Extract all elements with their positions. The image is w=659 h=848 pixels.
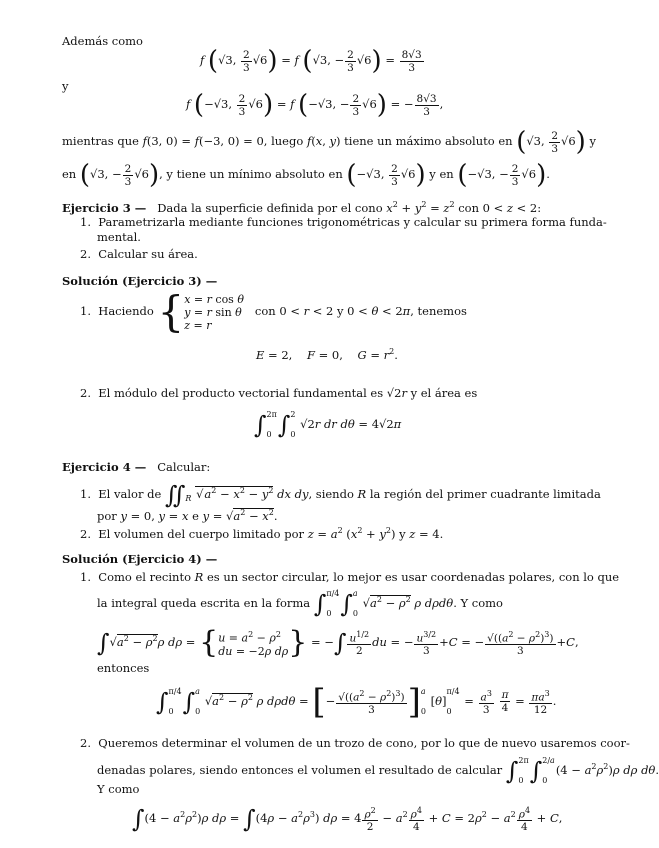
- entonces-text: entonces: [97, 661, 150, 675]
- intro-ademas: Además como: [62, 34, 143, 48]
- exercise-4-item-1b: por y = 0, y = x e $y = √a^2 - x^2$.: [97, 508, 278, 523]
- exercise-4-item-1a: 1. El valor de $∬_R$ $√a^2 - x^2 - y^2$ dx dy, siendo R la región del primer cuadrante limitada: [80, 480, 601, 509]
- exercise-3-title: Ejercicio 3 —: [62, 200, 147, 215]
- exercise-4-title: Ejercicio 4 —: [62, 460, 147, 474]
- equation-2: f (−√3, $\frac{2}{3}$ √6) = f (−√3, − $\frac{2}{3}$ √6) = − $\frac{8√3}{3}$ ,: [186, 90, 444, 120]
- exercise-4-heading: Ejercicio 4 — Calcular:: [62, 460, 211, 474]
- solution-4-item-2b: denadas polares, siendo entonces el volumen el resultado de calcular ∫2π 0 ∫2/a $0(4 - a^2\rho^2)\rho$ dρ dθ.: [97, 755, 659, 785]
- solution-3-item-1: 1. Haciendo {x = r cos θ y = r sin θ z = r con 0 < r < 2 y 0 < θ < 2π, tenemos: [80, 287, 467, 336]
- intro-paragraph-1: mientras que f(3, 0) = f(−3, 0) = 0, luego f(x, y) tiene un máximo absoluto en (√3, $\frac{2}{3}$ √6) y: [62, 127, 596, 157]
- exercise-4-item-2: 2. El volumen del cuerpo limitado por $z = a^2$ $(x^2 + y^2)$ y z = 4.: [80, 526, 444, 541]
- solution-4-item-2a: 2. Queremos determinar el volumen de un trozo de cono, por lo que de nuevo usaremos coor-: [80, 736, 630, 750]
- solution-4-title: Solución (Ejercicio 4) —: [62, 552, 218, 566]
- last-equation: $\int(4 - a^2\rho^2)\rho$ $d\rho = \int(4\rho - a^2\rho^3)$ dρ = 4 $\frac{\rho^2}{2}$ − $a^2$ $\frac{\rho^4}{4}$ + $C = 2\rho^2 - a^2$ $\frac{\rho^4}{4}$ + C,: [132, 804, 563, 834]
- first-fundamental-form: E = 2, F = 0, $G = r^2$.: [256, 347, 398, 362]
- exercise-3-item-1b: mental.: [97, 230, 141, 244]
- solution-3-item-2: 2. El módulo del producto vectorial fundamental es √2r y el área es: [80, 386, 478, 400]
- intro-y: y: [62, 79, 69, 93]
- y-como-text: Y como: [97, 782, 140, 796]
- area-integral: ∫2π 0 ∫2 0 √2r dr dθ = 4√2π: [254, 410, 402, 439]
- solution-4-item-1b: la integral queda escrita en la forma ∫π/4 0 ∫a 0 $√a^2 - \rho^2$ ρ dρdθ. Y como: [97, 588, 503, 618]
- exercise-3-item-2: 2. Calcular su área.: [80, 247, 198, 261]
- solution-3-title: Solución (Ejercicio 3) —: [62, 274, 218, 288]
- parametrization-system: x = r cos θ y = r sin θ z = r: [184, 292, 244, 332]
- equation-1: f (√3, $\frac{2}{3}$ √6) = f (√3, − $\frac{2}{3}$ √6) = $\frac{8√3}{3}$: [200, 46, 422, 76]
- exercise-3-item-1a: 1. Parametrizarla mediante funciones trigonométricas y calcular su primera forma funda-: [80, 215, 607, 229]
- substitution-equation: $\int√a^2 - \rho^2\rho$ $d\rho = \{u = a^2 - \rho^2$ du = −2ρ dρ} = −∫ $\frac{u^{1/2}}{2}$ du = − $\frac{u^{3/2}}{3}$ +C = − $\frac{√((a^2 - \rho^2)^3)}{3}$ +C,: [97, 625, 579, 660]
- solution-4-item-1a: 1. Como el recinto R es un sector circular, lo mejor es usar coordenadas polares, con lo que: [80, 570, 620, 584]
- exercise-3-heading: Ejercicio 3 — Dada la superficie definida por el cono $x^2 + y^2 = z^2$ con 0 < z < 2:: [62, 200, 542, 215]
- intro-paragraph-2: en (√3, − $\frac{2}{3}$ √6), y tiene un mínimo absoluto en (−√3, $\frac{2}{3}$ √6) y en (−√3, − $\frac{2}{3}$ √6).: [62, 160, 550, 190]
- result-equation: ∫π/4 0 ∫a 0 $√a^2 - \rho^2$ ρ dρdθ = [− $\frac{√((a^2 - \rho^2)^3)}{3}$ ]a 0 [θ]π/4 0 = $\frac{a^3}{3}$ $\frac{\pi}{4}$ = $\frac{\pi a^3}{12}$ .: [156, 681, 557, 722]
